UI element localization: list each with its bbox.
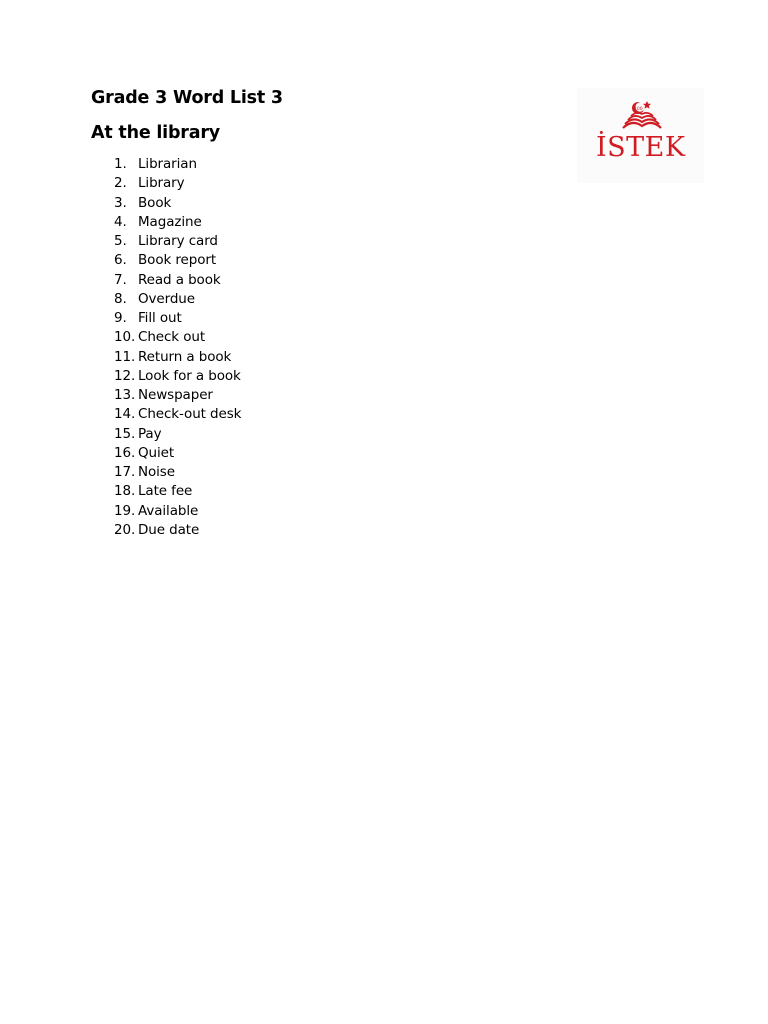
list-item-number: 8.: [114, 290, 127, 307]
istek-logo-graphic: [577, 88, 704, 183]
list-item-number: 19.: [114, 502, 136, 519]
list-item-word: Book report: [138, 252, 217, 269]
crescent-star-icon: [632, 101, 651, 114]
list-item-number: 5.: [114, 233, 127, 249]
list-item-word: Noise: [138, 464, 175, 480]
list-item-word: Due date: [138, 521, 200, 538]
istek-logo: [577, 88, 704, 183]
list-item-word: Read a book: [138, 271, 221, 288]
list-item-word: Library card: [138, 233, 218, 249]
list-item-word: Pay: [138, 425, 162, 442]
list-item-word: Return a book: [138, 348, 232, 365]
logo-badge-text: 100: [634, 107, 643, 112]
list-item-word: Magazine: [138, 213, 202, 230]
list-item-number: 7.: [114, 271, 127, 288]
list-item-word: Available: [138, 502, 199, 519]
list-item-word: Newspaper: [138, 387, 213, 403]
list-item-word: Quiet: [138, 444, 175, 461]
list-item-number: 3.: [114, 194, 127, 211]
page-subtitle: At the library: [91, 123, 220, 143]
list-item-number: 9.: [114, 310, 127, 326]
list-item-word: Late fee: [138, 483, 193, 500]
list-item-number: 2.: [114, 175, 127, 192]
book-icon: [623, 113, 661, 128]
list-item-number: 6.: [114, 252, 127, 269]
page-title: Grade 3 Word List 3: [91, 88, 283, 108]
list-item-word: Check-out desk: [138, 406, 242, 423]
logo-wordmark: İSTEK: [596, 132, 686, 163]
list-item-number: 20.: [114, 521, 136, 538]
list-item-number: 14.: [114, 406, 136, 423]
list-item-word: Check out: [138, 329, 206, 346]
list-item-number: 1.: [114, 156, 127, 172]
list-item-word: Look for a book: [138, 367, 241, 384]
list-item-word: Overdue: [138, 290, 195, 307]
list-item-number: 10.: [114, 329, 136, 346]
list-item-number: 15.: [114, 425, 136, 442]
list-item-number: 17.: [114, 464, 136, 480]
list-item-number: 16.: [114, 444, 136, 461]
list-item-word: Book: [138, 194, 172, 211]
list-item-word: Fill out: [138, 310, 182, 326]
list-item-number: 12.: [114, 367, 136, 384]
list-item-number: 13.: [114, 387, 136, 403]
list-item-number: 11.: [114, 348, 136, 365]
list-item-word: Librarian: [138, 156, 197, 172]
list-item-number: 4.: [114, 213, 127, 230]
list-item-word: Library: [138, 175, 185, 192]
list-item-number: 18.: [114, 483, 136, 500]
